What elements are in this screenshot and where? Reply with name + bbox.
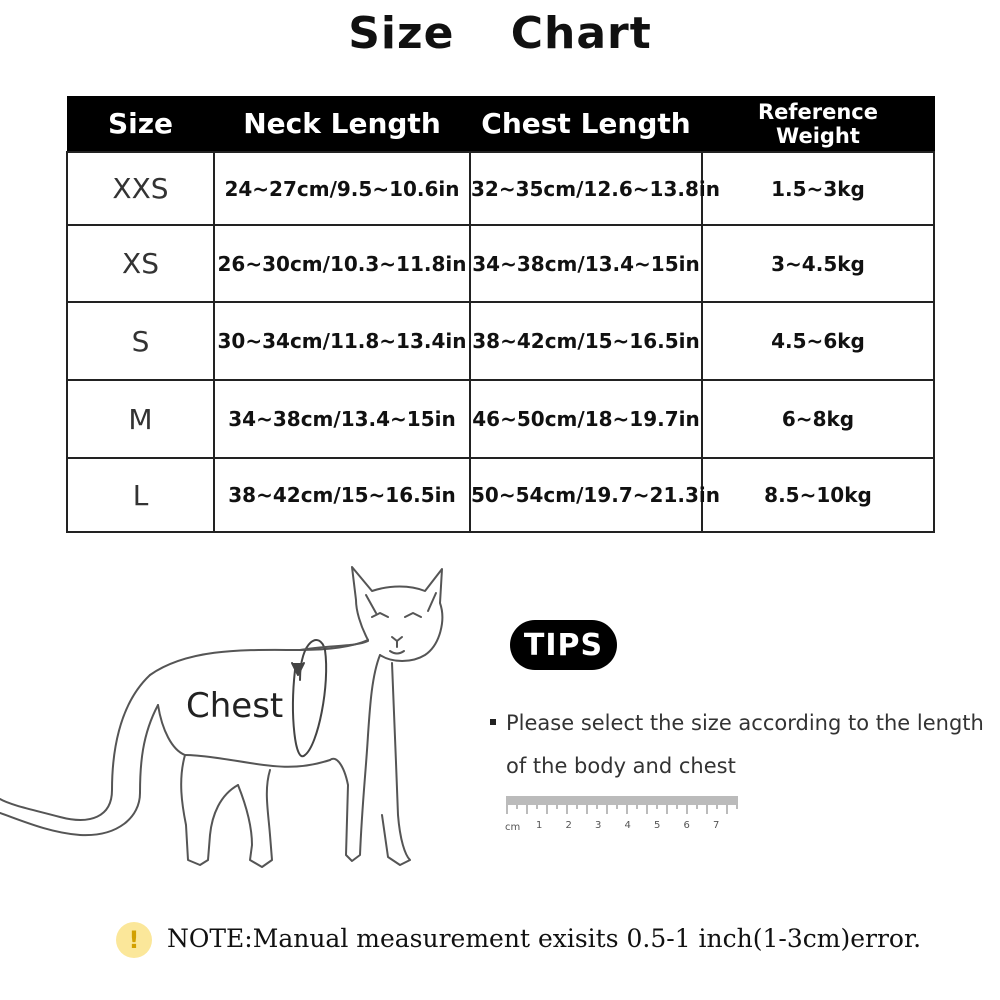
- chest-cell: 46~50cm/18~19.7in: [470, 380, 702, 458]
- header-size: Size: [67, 96, 214, 152]
- header-neck-length: Neck Length: [214, 96, 470, 152]
- ruler-number: 2: [565, 820, 572, 831]
- note-text: NOTE:Manual measurement exisits 0.5-1 inch(1-3cm)error.: [167, 924, 922, 953]
- ruler-icon: [503, 792, 743, 834]
- tips-badge: TIPS: [510, 620, 617, 670]
- size-cell: S: [67, 302, 214, 380]
- header-reference-weight: [702, 96, 934, 152]
- size-cell: XS: [67, 225, 214, 302]
- chest-cell: 38~42cm/15~16.5in: [470, 302, 702, 380]
- table-row: [67, 152, 934, 225]
- weight-cell: 3~4.5kg: [702, 225, 934, 302]
- warning-icon: !: [116, 922, 152, 958]
- weight-cell: 8.5~10kg: [702, 458, 934, 532]
- neck-cell: 34~38cm/13.4~15in: [214, 380, 470, 458]
- chest-label: Chest: [186, 686, 284, 726]
- size-chart-table: [66, 96, 935, 533]
- size-cell: M: [67, 380, 214, 458]
- page-title: Size Chart: [348, 8, 652, 59]
- table-row: [67, 225, 934, 302]
- table-row: [67, 458, 934, 532]
- ruler-number: 5: [654, 820, 661, 831]
- header-weight-line2: Weight: [776, 123, 860, 148]
- ruler-number: 3: [595, 820, 602, 831]
- chest-cell: 34~38cm/13.4~15in: [470, 225, 702, 302]
- header-weight-line1: Reference: [757, 99, 879, 124]
- weight-cell: 1.5~3kg: [702, 152, 934, 225]
- header-chest-length: Chest Length: [470, 96, 702, 152]
- ruler-number: 6: [683, 820, 690, 831]
- ruler-unit: cm: [505, 822, 521, 833]
- weight-cell: 4.5~6kg: [702, 302, 934, 380]
- ruler-number: 4: [624, 820, 631, 831]
- tips-text: [488, 702, 988, 788]
- ruler-number: 1: [536, 820, 543, 831]
- neck-cell: 24~27cm/9.5~10.6in: [214, 152, 470, 225]
- table-row: [67, 380, 934, 458]
- weight-cell: 6~8kg: [702, 380, 934, 458]
- table-row: [67, 302, 934, 380]
- chest-cell: 50~54cm/19.7~21.3in: [470, 458, 702, 532]
- ruler-number: 7: [713, 820, 720, 831]
- chest-cell: 32~35cm/12.6~13.8in: [470, 152, 702, 225]
- neck-cell: 30~34cm/11.8~13.4in: [214, 302, 470, 380]
- neck-cell: 38~42cm/15~16.5in: [214, 458, 470, 532]
- table-header-row: [67, 96, 934, 152]
- size-cell: XXS: [67, 152, 214, 225]
- tips-line1: Please select the size according to the length: [506, 711, 984, 735]
- tips-line2: of the body and chest: [506, 754, 736, 778]
- size-cell: L: [67, 458, 214, 532]
- neck-cell: 26~30cm/10.3~11.8in: [214, 225, 470, 302]
- bullet-icon: [490, 719, 496, 725]
